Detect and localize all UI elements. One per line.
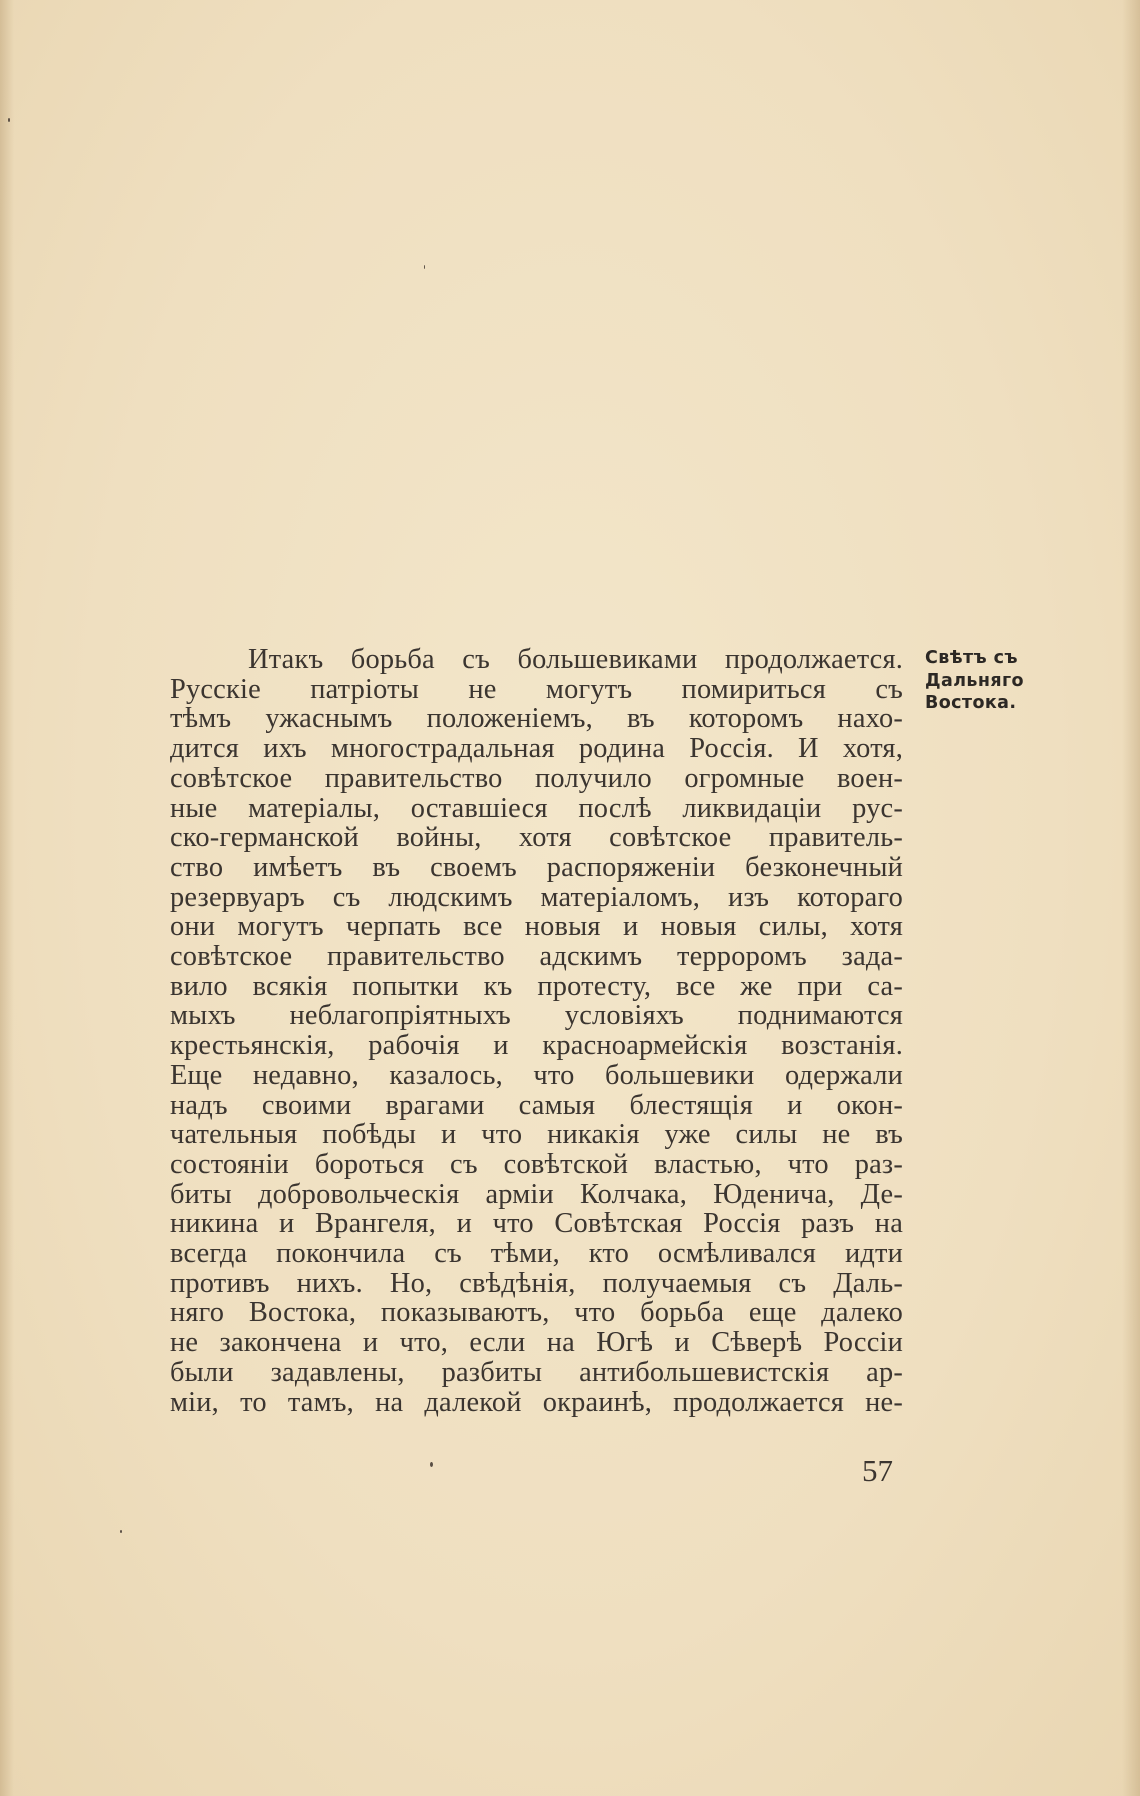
margin-note-line: Дальняго xyxy=(925,670,1024,691)
text-line: дится ихъ многострадальная родина Россія. И хотя, xyxy=(170,733,903,765)
text-line: ство имѣетъ въ своемъ распоряженіи безконечный xyxy=(170,851,903,883)
text-line: крестьянскія, рабочія и красноармейскія возстанія. xyxy=(170,1030,903,1062)
paper-speck xyxy=(8,118,10,122)
text-line: чательныя побѣды и что никакія уже силы не въ xyxy=(170,1119,903,1151)
text-line: няго Востока, показываютъ, что борьба еще далеко xyxy=(170,1297,903,1329)
page-edge-right xyxy=(1122,0,1140,1796)
text-line: биты добровольческія арміи Колчака, Юденича, Де- xyxy=(170,1178,903,1210)
paper-speck xyxy=(120,1530,122,1533)
body-paragraph xyxy=(170,645,903,1417)
text-line: противъ нихъ. Но, свѣдѣнія, получаемыя съ Даль- xyxy=(170,1267,903,1299)
text-line: ско-германской войны, хотя совѣтское правитель- xyxy=(170,822,903,854)
text-line: вило всякія попытки къ протесту, все же при са- xyxy=(170,970,903,1002)
text-line: совѣтское правительство получило огромные воен- xyxy=(170,762,903,794)
text-line: тѣмъ ужаснымъ положеніемъ, въ которомъ нахо- xyxy=(170,703,903,735)
text-line: Еще недавно, казалось, что большевики одержали xyxy=(170,1059,903,1091)
text-line: они могутъ черпать все новыя и новыя силы, хотя xyxy=(170,911,903,943)
page-edge-left xyxy=(0,0,14,1796)
text-line: не закончена и что, если на Югѣ и Сѣверѣ Россіи xyxy=(170,1327,903,1359)
text-line: всегда покончила съ тѣми, кто осмѣливался идти xyxy=(170,1238,903,1270)
paper-speck xyxy=(424,265,425,269)
text-line: міи, то тамъ, на далекой окраинѣ, продолжается не- xyxy=(170,1386,903,1418)
text-line: резервуаръ съ людскимъ матеріаломъ, изъ котораго xyxy=(170,881,903,913)
text-line: совѣтское правительство адскимъ терроромъ зада- xyxy=(170,941,903,973)
text-line: Итакъ борьба съ большевиками продолжается. xyxy=(248,644,903,675)
margin-note-line: Востока. xyxy=(925,693,1017,713)
text-line: мыхъ неблагопріятныхъ условіяхъ поднимаются xyxy=(170,1000,903,1032)
margin-note-line: Свѣтъ съ xyxy=(925,648,1018,668)
paper-speck xyxy=(430,1462,433,1467)
text-line: никина и Врангеля, и что Совѣтская Россія разъ на xyxy=(170,1208,903,1240)
text-line: были задавлены, разбиты антибольшевистскія ар- xyxy=(170,1356,903,1388)
margin-note xyxy=(925,647,1050,715)
text-line: состояніи бороться съ совѣтской властью, что раз- xyxy=(170,1148,903,1180)
text-line: ные матеріалы, оставшіеся послѣ ликвидаціи рус- xyxy=(170,792,903,824)
text-line: Русскіе патріоты не могутъ помириться съ xyxy=(170,673,903,705)
text-line: надъ своими врагами самыя блестящія и окон- xyxy=(170,1089,903,1121)
page-number: 57 xyxy=(862,1453,893,1488)
